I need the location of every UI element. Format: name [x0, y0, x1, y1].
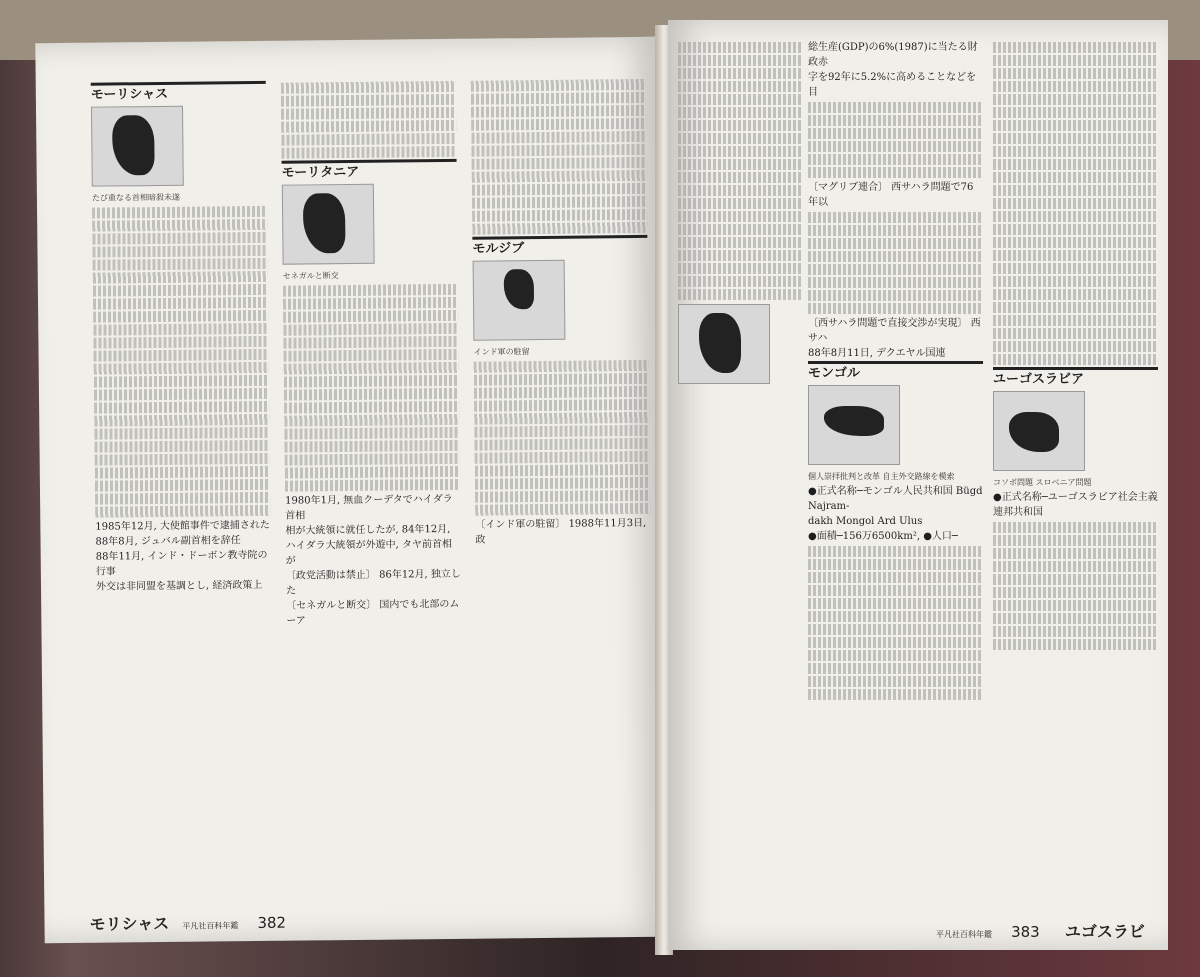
text-block — [808, 212, 983, 314]
map-caption: 個人崇拝批判と改革 自主外交路線を模索 — [808, 472, 955, 481]
europe-map — [993, 391, 1085, 471]
body-line: 総生産(GDP)の6%(1987)に当たる財政赤 — [808, 42, 978, 68]
running-head: ユゴスラビ — [1064, 922, 1145, 941]
body-line: ハイダラ大統領が外遊中, タヤ前首相が — [285, 538, 452, 567]
body-line: 相が大統領に就任したが, 84年12月, — [285, 523, 451, 537]
body-line: 88年11月, インド・ドーボン教寺院の行事 — [95, 549, 268, 578]
africa-map — [678, 304, 770, 384]
page-footer-right — [928, 919, 1145, 942]
right-column-1 — [678, 40, 803, 388]
body-line: 1980年1月, 無血クーデタでハイダラ首相 — [285, 493, 453, 522]
right-column-2 — [808, 40, 983, 702]
asia-map — [808, 385, 900, 465]
text-block — [808, 102, 983, 178]
body-line: 88年8月11日, デクエヤル国連 — [808, 348, 946, 359]
left-column-1 — [91, 81, 271, 595]
body-line: 字を92年に5.2%に高めることなどを目 — [808, 72, 977, 98]
page-number: 383 — [1011, 923, 1040, 941]
statistics-block — [808, 546, 983, 700]
section-heading: モーリシャス — [91, 81, 266, 103]
body-line: 〔セネガルと断交〕 国内でも北部のムーア — [286, 598, 460, 627]
body-line: dakh Mongol Ard Ulus — [808, 516, 923, 527]
page-footer-left — [89, 910, 286, 935]
text-block — [281, 81, 457, 159]
section-heading: モルジブ — [472, 235, 647, 257]
statistics-block — [92, 206, 270, 518]
body-line: 〔政党活動は禁止〕 86年12月, 独立した — [285, 568, 461, 597]
right-column-3 — [993, 40, 1158, 652]
section-heading: モンゴル — [808, 361, 983, 381]
map-caption: インド軍の駐留 — [473, 347, 530, 357]
statistics-block — [283, 284, 460, 492]
body-line: 1985年12月, 大使館事件で逮捕された — [95, 519, 270, 533]
body-line: ●面積─156万6500km², ●人口─ — [808, 531, 958, 542]
body-line: 88年8月, ジュバル副首相を辞任 — [95, 535, 241, 548]
body-line: ●正式名称─モンゴル人民共和国 Bügd Najram- — [808, 486, 983, 512]
asia-map — [473, 260, 566, 341]
map-caption: たび重なる首相暗殺未遂 — [91, 192, 180, 203]
map-caption: セネガルと断交 — [282, 271, 339, 281]
text-block — [471, 79, 648, 235]
left-page — [35, 37, 664, 943]
running-head: モリシャス — [89, 913, 170, 934]
publisher-label: 平凡社百科年鑑 — [936, 930, 992, 939]
map-caption: コソボ問題 スロベニア問題 — [993, 478, 1092, 487]
left-column-2 — [281, 79, 462, 629]
body-line: ●正式名称─ユーゴスラビア社会主義連邦共和国 — [993, 492, 1158, 518]
page-number: 382 — [257, 913, 287, 932]
statistics-block — [474, 360, 651, 516]
section-heading: ユーゴスラビア — [993, 367, 1158, 387]
africa-map — [91, 106, 184, 187]
body-line: 〔マグリブ連合〕 西サハラ問題で76年以 — [808, 182, 974, 208]
text-block — [678, 42, 803, 300]
body-line: 外交は非同盟を基調とし, 経済政策上 — [95, 579, 263, 593]
left-column-3 — [471, 77, 651, 548]
body-line: 〔西サハラ問題で直接交渉が実現〕 西サハ — [808, 318, 981, 344]
statistics-block — [993, 522, 1158, 650]
body-line: 〔インド軍の駐留〕 1988年11月3日, 政 — [475, 517, 647, 546]
africa-map — [282, 184, 375, 265]
text-block — [993, 42, 1158, 365]
right-page — [668, 20, 1168, 950]
section-heading: モーリタニア — [282, 159, 457, 181]
publisher-label: 平凡社百科年鑑 — [182, 921, 239, 931]
